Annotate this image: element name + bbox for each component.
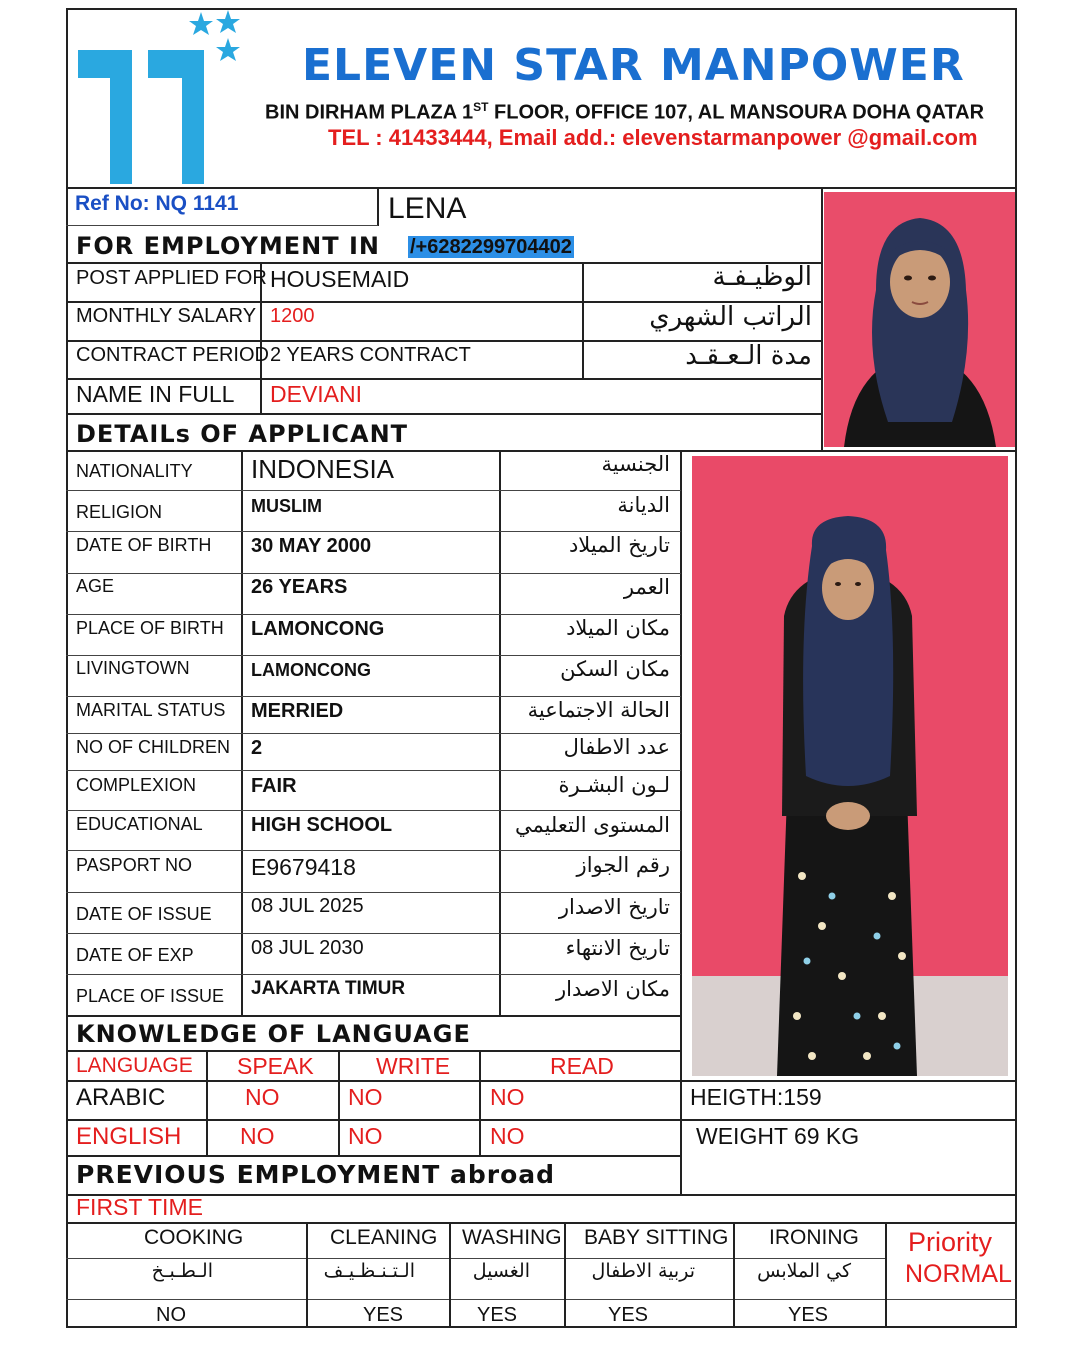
skill-washing-label: WASHING: [462, 1226, 562, 1249]
skill-babysitting-value: YES: [608, 1304, 649, 1326]
divider: [66, 413, 822, 415]
detail-arabic: مكان الاصدار: [556, 977, 670, 1001]
skill-cleaning-label: CLEANING: [330, 1226, 438, 1249]
applicant-full-body-photo: [692, 456, 1008, 1076]
divider: [66, 490, 681, 491]
ref-number: Ref No: NQ 1141: [75, 192, 239, 215]
detail-arabic: رقم الجواز: [576, 853, 670, 877]
language-col-header: LANGUAGE: [76, 1054, 193, 1077]
detail-label: NATIONALITY: [76, 461, 193, 481]
language-write: NO: [348, 1084, 383, 1110]
divider: [66, 531, 681, 532]
detail-label: EDUCATIONAL: [76, 814, 203, 834]
detail-label: PLACE OF ISSUE: [76, 986, 225, 1006]
divider: [66, 1194, 1017, 1196]
detail-label: MARITAL STATUS: [76, 700, 226, 720]
divider: [66, 225, 378, 226]
skill-ironing-value: YES: [788, 1304, 829, 1326]
detail-value: MUSLIM: [251, 496, 322, 516]
company-contact: TEL : 41433444, Email add.: elevenstarmanpower @gmail.com: [328, 125, 978, 150]
detail-value: JAKARTA TIMUR: [251, 978, 406, 999]
divider: [821, 188, 823, 450]
detail-value: FAIR: [251, 775, 297, 797]
language-speak: NO: [240, 1123, 275, 1149]
post-value: HOUSEMAID: [270, 266, 410, 292]
detail-label: DATE OF ISSUE: [76, 904, 212, 924]
detail-arabic: الجنسية: [601, 452, 670, 476]
divider: [885, 1223, 887, 1328]
skill-cleaning-value: YES: [363, 1304, 404, 1326]
detail-arabic: تاريخ الانتهاء: [565, 936, 670, 960]
detail-arabic: الحالة الاجتماعية: [527, 698, 670, 722]
divider: [66, 1155, 681, 1157]
divider: [66, 1050, 681, 1052]
divider: [66, 974, 681, 975]
language-name: ENGLISH: [76, 1123, 182, 1150]
divider: [66, 655, 681, 656]
post-arabic: الوظيـفـة: [712, 262, 812, 292]
divider: [733, 1223, 735, 1328]
skill-washing-value: YES: [477, 1304, 518, 1326]
divider: [66, 892, 681, 893]
divider: [66, 450, 1017, 452]
read-col-header: READ: [550, 1053, 614, 1079]
salary-arabic: الراتب الشهري: [649, 302, 812, 332]
speak-col-header: SPEAK: [237, 1053, 314, 1079]
divider: [66, 770, 681, 771]
write-col-header: WRITE: [376, 1053, 451, 1079]
divider: [66, 262, 822, 264]
weight-value: WEIGHT 69 KG: [696, 1123, 860, 1149]
divider: [66, 378, 822, 380]
language-speak: NO: [245, 1084, 280, 1110]
divider: [66, 933, 681, 934]
divider: [680, 451, 682, 1194]
language-heading: KNOWLEDGE OF LANGUAGE: [76, 1020, 471, 1048]
previous-employment-value: FIRST TIME: [76, 1194, 203, 1220]
detail-label: LIVINGTOWN: [76, 658, 190, 678]
portrait-illustration: [824, 192, 1015, 447]
divider: [479, 1051, 481, 1155]
header-divider: [66, 187, 1017, 189]
company-name: ELEVEN STAR MANPOWER: [302, 40, 965, 91]
divider: [206, 1051, 208, 1155]
divider: [66, 1258, 886, 1259]
detail-arabic: الديانة: [617, 493, 670, 517]
detail-arabic: المستوى التعليمي: [514, 813, 670, 837]
skill-cleaning-arabic: الـتـنـظـيـف: [323, 1260, 415, 1282]
divider: [66, 573, 681, 574]
divider: [66, 1015, 681, 1017]
detail-value: MERRIED: [251, 700, 344, 722]
detail-label: RELIGION: [76, 502, 163, 522]
skill-ironing-label: IRONING: [769, 1226, 859, 1249]
divider: [66, 1222, 1017, 1224]
address-part: FLOOR, OFFICE 107, AL MANSOURA DOHA QATAR: [488, 101, 985, 124]
detail-label: COMPLEXION: [76, 775, 197, 795]
divider: [66, 810, 681, 811]
divider: [66, 614, 681, 615]
detail-label: PLACE OF BIRTH: [76, 618, 224, 638]
priority-label: Priority: [908, 1227, 993, 1257]
detail-label: PASPORT NO: [76, 855, 193, 875]
divider: [564, 1223, 566, 1328]
skill-washing-arabic: الغسيل: [472, 1260, 530, 1282]
detail-value: 08 JUL 2025: [251, 895, 364, 917]
divider: [449, 1223, 451, 1328]
divider: [66, 850, 681, 851]
skill-ironing-arabic: كي الملابس: [757, 1260, 851, 1282]
divider: [66, 696, 681, 697]
contract-value: 2 YEARS CONTRACT: [270, 344, 471, 366]
language-write: NO: [348, 1123, 383, 1149]
detail-label: DATE OF BIRTH: [76, 535, 212, 555]
skill-cooking-arabic: الـطـبـخ: [151, 1260, 213, 1282]
salary-label: MONTHLY SALARY: [76, 305, 257, 327]
full-body-illustration: [692, 456, 1008, 1076]
detail-value: LAMONCONG: [251, 618, 385, 640]
detail-value: HIGH SCHOOL: [251, 814, 393, 836]
divider: [66, 1299, 1017, 1300]
detail-arabic: العمر: [623, 575, 670, 599]
detail-label: DATE OF EXP: [76, 945, 194, 965]
divider: [582, 263, 584, 378]
address-part: BIN DIRHAM PLAZA 1: [265, 101, 474, 124]
detail-value: INDONESIA: [251, 454, 395, 484]
detail-value: 26 YEARS: [251, 576, 348, 598]
previous-employment-heading: PREVIOUS EMPLOYMENT abroad: [76, 1160, 556, 1189]
detail-value: 30 MAY 2000: [251, 535, 372, 557]
divider: [66, 733, 681, 734]
fullname-label: NAME IN FULL: [76, 381, 235, 407]
skill-cooking-value: NO: [156, 1304, 186, 1326]
divider: [338, 1051, 340, 1155]
fullname-value: DEVIANI: [270, 381, 363, 407]
detail-arabic: تاريخ الاصدار: [558, 895, 670, 919]
language-read: NO: [490, 1123, 525, 1149]
skill-babysitting-label: BABY SITTING: [584, 1226, 729, 1249]
detail-arabic: مكان السكن: [560, 657, 670, 681]
divider: [377, 188, 379, 226]
language-name: ARABIC: [76, 1084, 166, 1111]
height-value: HEIGTH:159: [690, 1084, 822, 1110]
skill-cooking-label: COOKING: [144, 1226, 244, 1249]
applicant-nickname: LENA: [388, 192, 467, 225]
details-heading: DETAILs OF APPLICANT: [76, 420, 409, 448]
salary-value: 1200: [270, 305, 315, 327]
divider: [306, 1223, 308, 1328]
detail-value: LAMONCONG: [251, 660, 371, 680]
contract-label: CONTRACT PERIOD: [76, 344, 269, 366]
contact-phone[interactable]: /+6282299704402: [410, 236, 572, 258]
priority-value: NORMAL: [905, 1260, 1012, 1288]
language-read: NO: [490, 1084, 525, 1110]
skill-babysitting-arabic: تربية الاطفال: [591, 1260, 695, 1282]
detail-value: 2: [251, 737, 263, 759]
contract-arabic: مدة الـعـقـد: [685, 341, 812, 371]
detail-label: AGE: [76, 576, 115, 596]
detail-value: E9679418: [251, 854, 356, 880]
post-label: POST APPLIED FOR: [76, 267, 267, 289]
detail-arabic: مكان الميلاد: [566, 616, 670, 640]
detail-arabic: عدد الاطفال: [563, 735, 670, 759]
divider: [66, 1119, 1017, 1121]
detail-arabic: تاريخ الميلاد: [568, 533, 670, 557]
divider: [66, 1080, 1017, 1082]
detail-arabic: لـون البشـرة: [558, 773, 670, 797]
address-superscript: ST: [473, 100, 489, 114]
detail-value: 08 JUL 2030: [251, 937, 364, 959]
applicant-portrait-photo: [824, 192, 1015, 447]
employment-heading: FOR EMPLOYMENT IN: [76, 232, 380, 260]
detail-label: NO OF CHILDREN: [76, 737, 231, 757]
